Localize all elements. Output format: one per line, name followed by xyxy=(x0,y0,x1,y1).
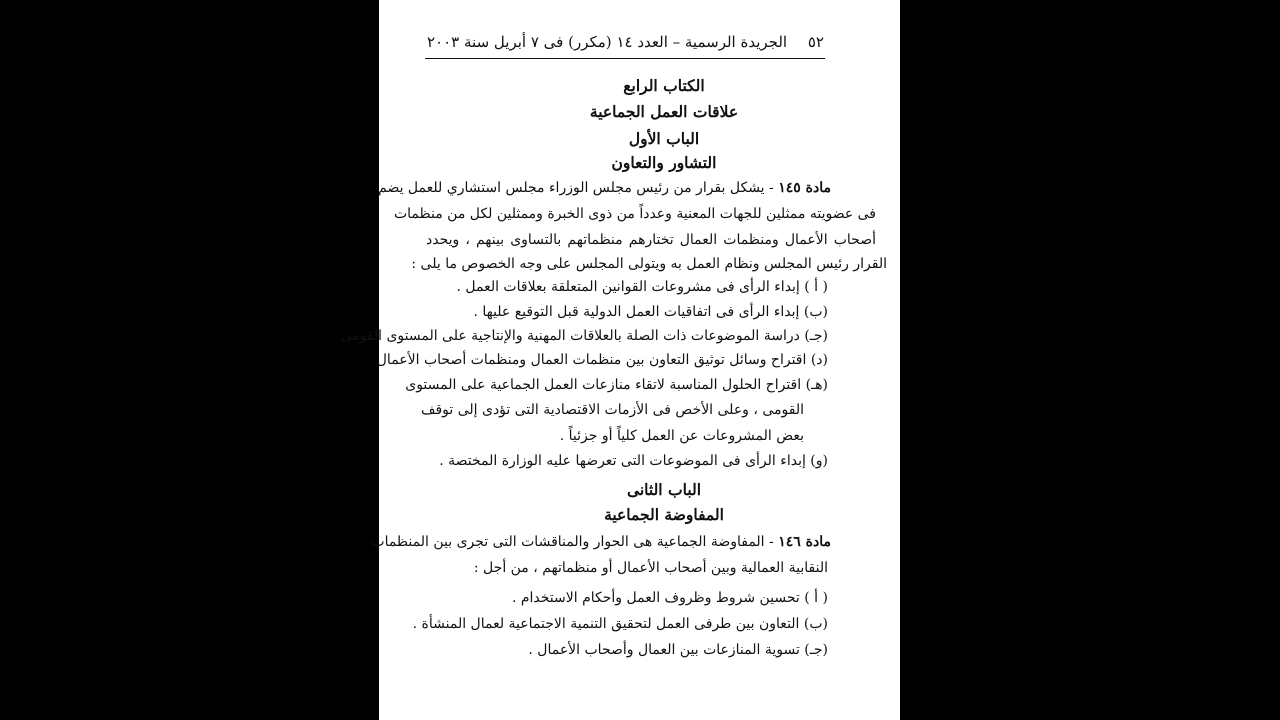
article-145-item-e-cont-2: بعض المشروعات عن العمل كلياً أو جزئياً . xyxy=(559,428,804,444)
header-divider xyxy=(425,58,825,59)
article-145-item-c: (جـ) دراسة الموضوعات ذات الصلة بالعلاقات المهنية والإنتاجية على المستوى القومى . xyxy=(331,328,828,344)
chapter-2-subtitle: المفاوضة الجماعية xyxy=(604,505,724,524)
article-145-item-e: (هـ) اقتراح الحلول المناسبة لاتقاء منازعات العمل الجماعية على المستوى xyxy=(405,377,828,393)
article-145-item-b: (ب) إبداء الرأى فى اتفاقيات العمل الدولية قبل التوقيع عليها . xyxy=(473,304,828,320)
article-145-line-1: مادة ١٤٥ - يشكل بقرار من رئيس مجلس الوزراء مجلس استشاري للعمل يضم xyxy=(378,180,831,196)
article-146-item-b: (ب) التعاون بين طرفى العمل لتحقيق التنمية الاجتماعية لعمال المنشأة . xyxy=(412,616,828,632)
article-146-label: مادة ١٤٦ xyxy=(778,534,831,550)
chapter-1-subtitle: التشاور والتعاون xyxy=(611,153,717,172)
article-146-item-a: ( أ ) تحسين شروط وظروف العمل وأحكام الاستخدام . xyxy=(511,590,828,606)
running-title: الجريدة الرسمية – العدد ١٤ (مكرر) فى ٧ أبريل سنة ٢٠٠٣ xyxy=(427,33,788,51)
page-header xyxy=(427,32,824,52)
article-146-line-1: مادة ١٤٦ - المفاوضة الجماعية هى الحوار والمناقشات التى تجرى بين المنظمات xyxy=(371,534,831,550)
document-page xyxy=(331,0,900,720)
chapter-2-title: الباب الثانى xyxy=(626,480,702,499)
article-145-item-e-cont-1: القومى ، وعلى الأخص فى الأزمات الاقتصادية التى تؤدى إلى توقف xyxy=(420,402,804,418)
article-145-line-4: القرار رئيس المجلس ونظام العمل به ويتولى المجلس على وجه الخصوص ما يلى : xyxy=(411,256,887,272)
book-subtitle: علاقات العمل الجماعية xyxy=(589,102,739,121)
article-146-line-2: النقابية العمالية وبين أصحاب الأعمال أو منظماتهم ، من أجل : xyxy=(473,560,828,576)
article-145-item-d: (د) اقتراح وسائل توثيق التعاون بين منظمات العمال ومنظمات أصحاب الأعمال . xyxy=(367,352,828,368)
article-146-item-c: (جـ) تسوية المنازعات بين العمال وأصحاب الأعمال . xyxy=(528,642,828,658)
article-145-line-3: أصحاب الأعمال ومنظمات العمال تختارهم منظماتهم بالتساوى بينهم ، ويحدد xyxy=(426,232,876,248)
article-145-item-f: (و) إبداء الرأى فى الموضوعات التى تعرضها عليه الوزارة المختصة . xyxy=(439,453,828,469)
book-title: الكتاب الرابع xyxy=(623,76,705,95)
article-145-label: مادة ١٤٥ xyxy=(778,180,831,196)
page-number: ٥٢ xyxy=(807,33,824,51)
article-145-line-2: فى عضويته ممثلين للجهات المعنية وعدداً من ذوى الخبرة وممثلين لكل من منظمات xyxy=(393,206,876,222)
article-145-item-a: ( أ ) إبداء الرأى فى مشروعات القوانين المتعلقة بعلاقات العمل . xyxy=(456,279,828,295)
chapter-1-title: الباب الأول xyxy=(628,129,700,148)
